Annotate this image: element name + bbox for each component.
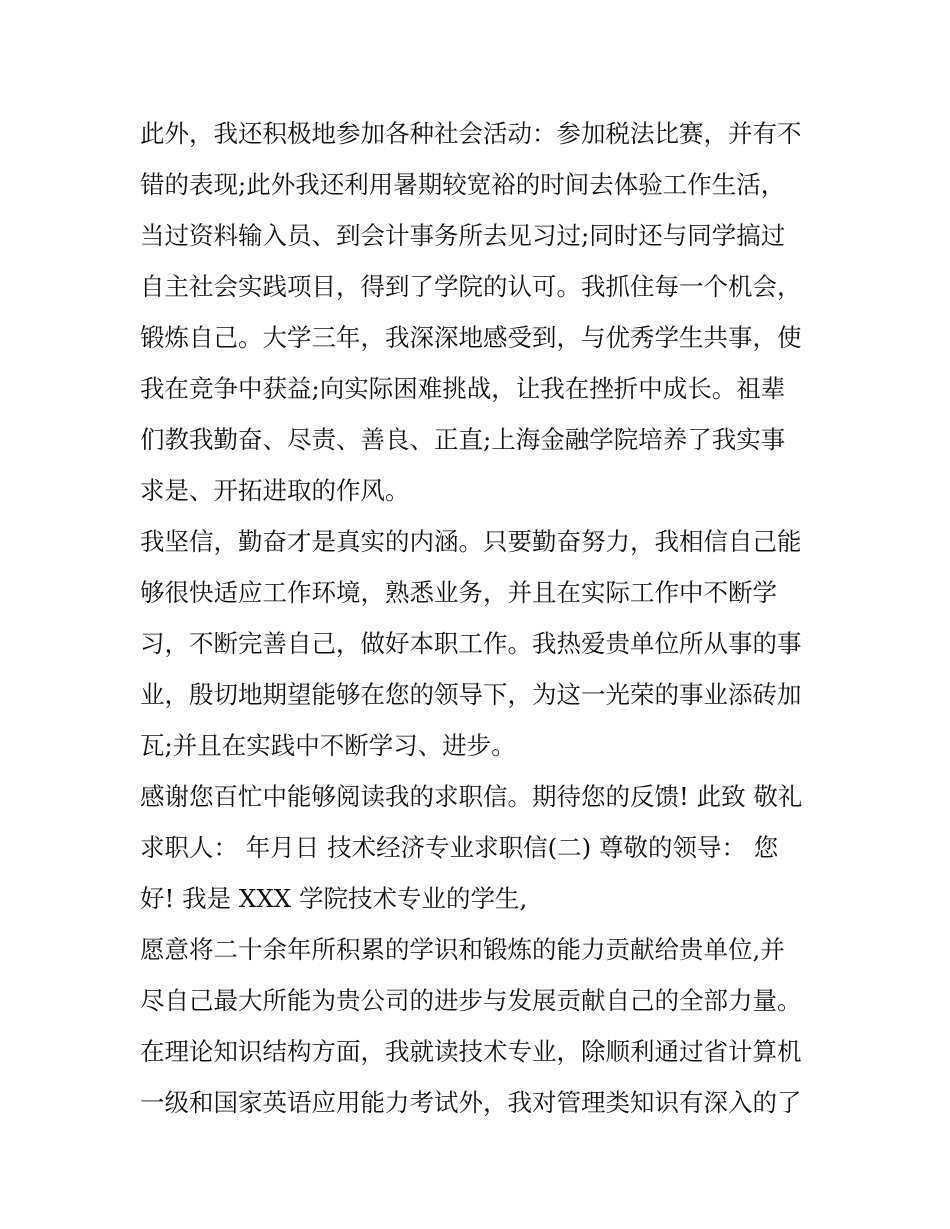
text-line: 我在竞争中获益;向实际困难挑战，让我在挫折中成长。祖辈 — [140, 374, 786, 403]
text-line: 在理论知识结构方面，我就读技术专业，除顺利通过省计算机 — [140, 1037, 802, 1066]
text-line: 瓦;并且在实践中不断学习、进步。 — [140, 731, 516, 760]
text-line: 错的表现;此外我还利用暑期较宽裕的时间去体验工作生活， — [140, 170, 786, 199]
text-line: 求职人： 年月日 技术经济专业求职信(二) 尊敬的领导： 您 — [140, 833, 779, 862]
text-line: 好! 我是 XXX 学院技术专业的学生, — [140, 884, 528, 913]
text-line: 业，殷切地期望能够在您的领导下，为这一光荣的事业添砖加 — [140, 680, 802, 709]
body-text — [140, 108, 820, 1128]
text-line: 求是、开拓进取的作风。 — [140, 476, 410, 505]
text-line: 感谢您百忙中能够阅读我的求职信。期待您的反馈! 此致 敬礼 — [140, 782, 803, 811]
text-line: 愿意将二十余年所积累的学识和锻炼的能力贡献给贵单位,并 — [140, 935, 785, 964]
text-line: 此外，我还积极地参加各种社会活动：参加税法比赛，并有不 — [140, 119, 802, 148]
text-line: 尽自己最大所能为贵公司的进步与发展贡献自己的全部力量。 — [140, 986, 802, 1015]
text-line: 当过资料输入员、到会计事务所去见习过;同时还与同学搞过 — [140, 221, 786, 250]
text-line: 锻炼自己。大学三年，我深深地感受到，与优秀学生共事，使 — [140, 323, 802, 352]
text-line: 够很快适应工作环境，熟悉业务，并且在实际工作中不断学 — [140, 578, 777, 607]
text-line: 一级和国家英语应用能力考试外，我对管理类知识有深入的了 — [140, 1088, 802, 1117]
text-line: 们教我勤奋、尽责、善良、正直;上海金融学院培养了我实事 — [140, 425, 786, 454]
text-line: 自主社会实践项目，得到了学院的认可。我抓住每一个机会， — [140, 272, 802, 301]
text-line: 我坚信，勤奋才是真实的内涵。只要勤奋努力，我相信自己能 — [140, 527, 802, 556]
text-line: 习，不断完善自己，做好本职工作。我热爱贵单位所从事的事 — [140, 629, 802, 658]
